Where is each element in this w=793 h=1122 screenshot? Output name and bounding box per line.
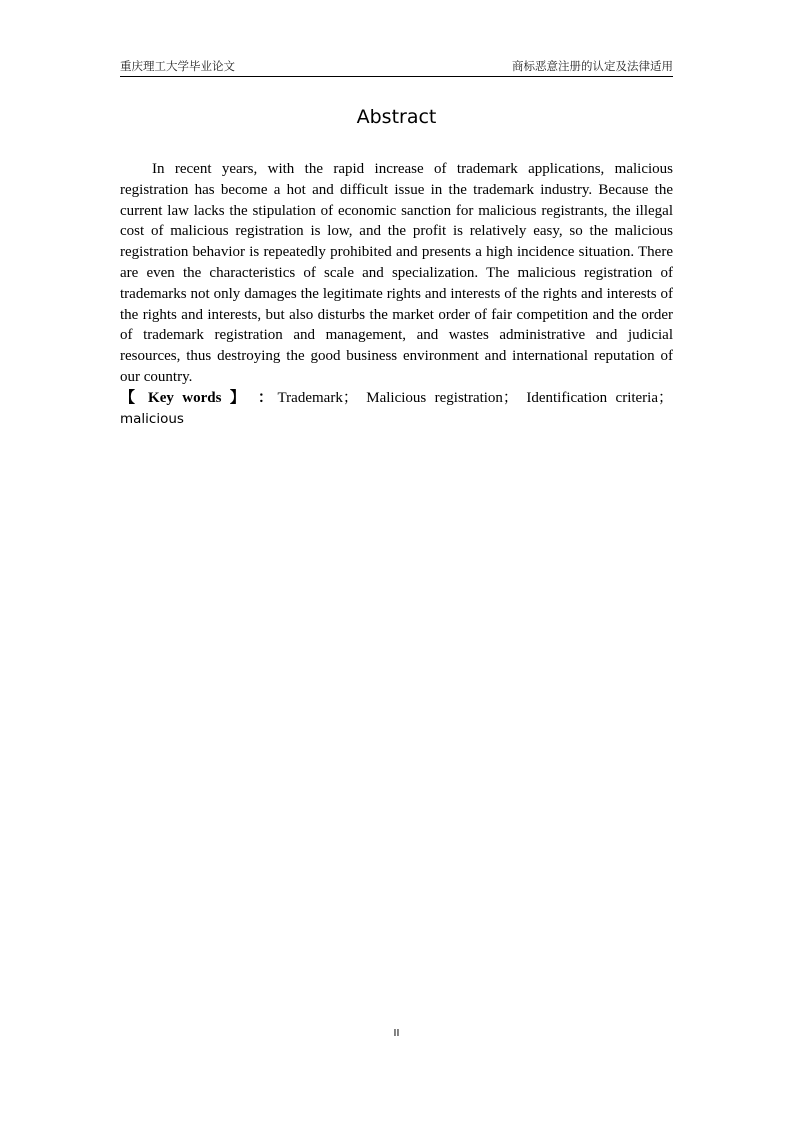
page-number: II: [393, 1028, 400, 1039]
keyword-item: Identification criteria；: [526, 390, 674, 406]
keywords-separator: ：: [257, 390, 278, 406]
page-header: [120, 58, 673, 77]
keyword-item: Malicious registration；: [366, 390, 518, 406]
keyword-item: Trademark；: [277, 390, 358, 406]
header-university-title: 重庆理工大学毕业论文: [120, 59, 235, 73]
keyword-item: malicious: [120, 411, 184, 427]
abstract-heading: Abstract: [356, 106, 437, 128]
keywords-line: [120, 388, 673, 430]
keywords-label: 【 Key words 】: [120, 390, 250, 406]
header-thesis-title: 商标恶意注册的认定及法律适用: [512, 59, 673, 73]
abstract-body: In recent years, with the rapid increase of trademark applications, malicious registration has become a hot and difficult issue in the trademark industry. Because the current law lacks the stipulation of economic sanction for malicious registrants, the illegal cost of malicious registration is low, and the profit is relatively easy, so the malicious registration behavior is repeatedly prohibited and presents a high incidence situation. There are even the characteristics of scale and specialization. The malicious registration of trademarks not only damages the legitimate rights and interests of the rights and interests of the rights and interests, but also disturbs the market order of fair competition and the order of trademark registration and management, and wastes administrative and judicial resources, thus destroying the good business environment and international reputation of our country.: [120, 161, 673, 385]
